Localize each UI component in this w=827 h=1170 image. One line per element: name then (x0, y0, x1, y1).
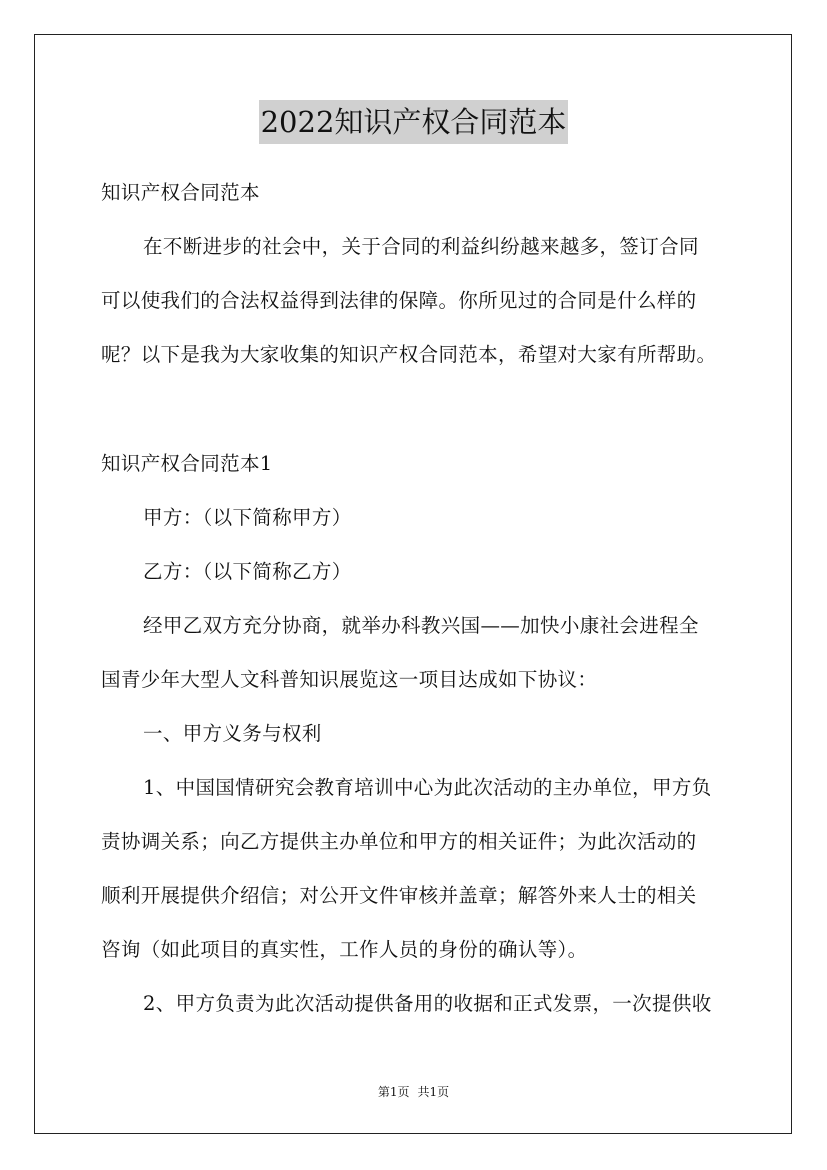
page-number-total: 共1页 (417, 1085, 450, 1099)
section-heading: 知识产权合同范本1 (101, 452, 273, 475)
paragraph-line: 经甲乙双方充分协商，就举办科教兴国——加快小康社会进程全 (143, 614, 699, 637)
paragraph-line: 一、甲方义务与权利 (143, 722, 322, 745)
paragraph-line: 2、甲方负责为此次活动提供备用的收据和正式发票，一次提供收 (143, 992, 712, 1015)
paragraph-line: 国青少年大型人文科普知识展览这一项目达成如下协议： (101, 668, 598, 691)
title-container (0, 100, 827, 144)
paragraph-line: 1、中国国情研究会教育培训中心为此次活动的主办单位，甲方负 (143, 776, 712, 799)
paragraph-line: 乙方：（以下简称乙方） (143, 560, 352, 583)
paragraph-line: 咨询（如此项目的真实性，工作人员的身份的确认等）。 (101, 938, 588, 961)
paragraph-line: 责协调关系；向乙方提供主办单位和甲方的相关证件；为此次活动的 (101, 830, 697, 853)
paragraph-line: 甲方：（以下简称甲方） (143, 506, 352, 529)
page-footer (0, 1084, 827, 1100)
page-number-current: 第1页 (377, 1085, 410, 1099)
paragraph-line: 顺利开展提供介绍信；对公开文件审核并盖章；解答外来人士的相关 (101, 884, 697, 907)
paragraph-line: 在不断进步的社会中，关于合同的利益纠纷越来越多，签订合同 (143, 235, 699, 258)
paragraph-line: 呢？以下是我为大家收集的知识产权合同范本，希望对大家有所帮助。 (101, 343, 717, 366)
document-title: 2022知识产权合同范本 (259, 100, 569, 144)
paragraph-line: 可以使我们的合法权益得到法律的保障。你所见过的合同是什么样的 (101, 289, 697, 312)
section-heading: 知识产权合同范本 (101, 181, 260, 204)
